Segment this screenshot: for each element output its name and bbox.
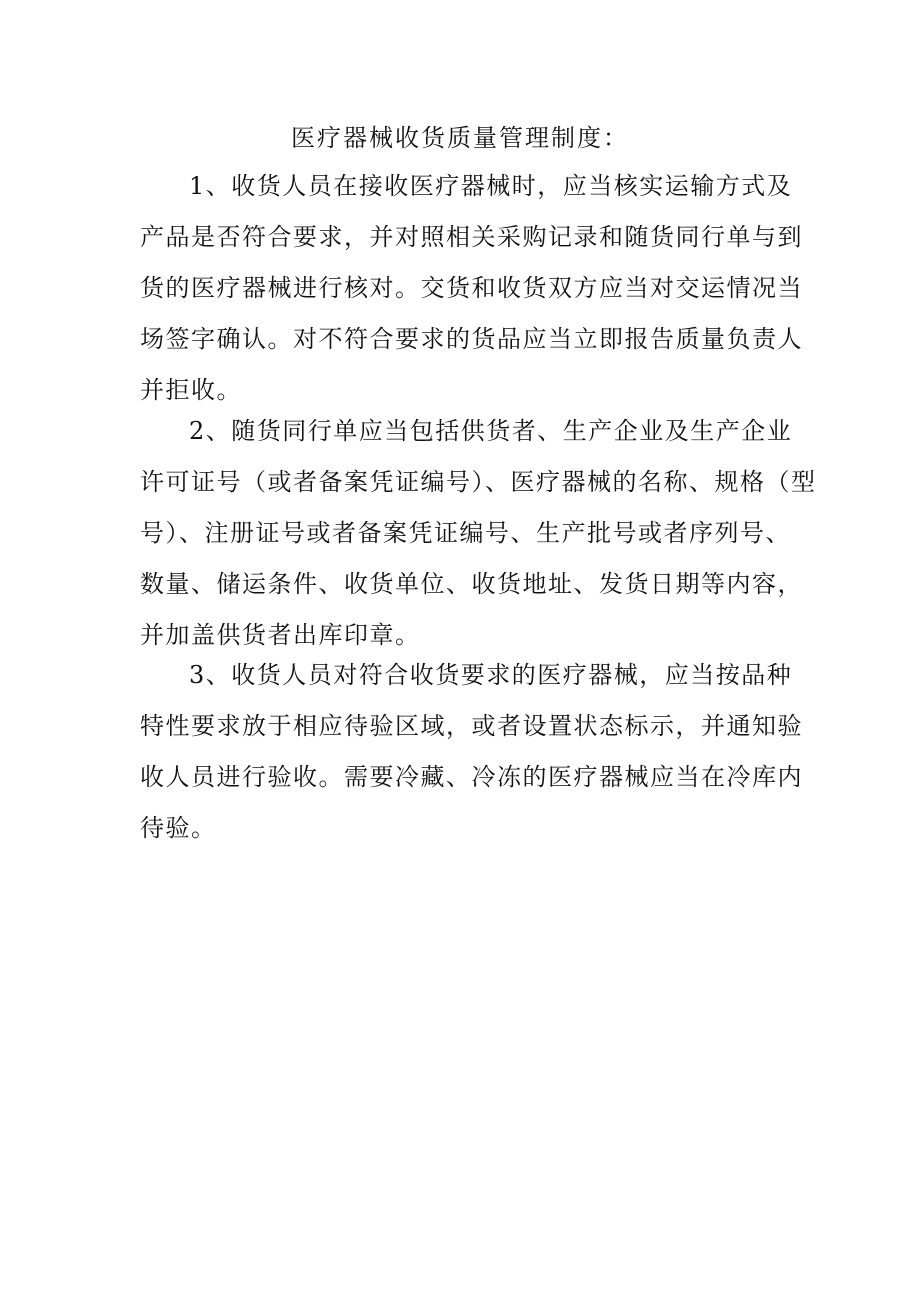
paragraph-line: 1、收货人员在接收医疗器械时，应当核实运输方式及 (189, 172, 793, 200)
paragraph-1 (140, 161, 803, 416)
paragraph-line: 3、收货人员对符合收货要求的医疗器械，应当按品种 (189, 661, 793, 689)
paragraph-line: 并拒收。 (140, 376, 242, 404)
paragraph-line: 许可证号（或者备案凭证编号）、医疗器械的名称、规格（型 (140, 468, 817, 496)
paragraph-3 (140, 650, 803, 854)
paragraph-line: 场签字确认。对不符合要求的货品应当立即报告质量负责人 (140, 325, 803, 353)
document-title: 医疗器械收货质量管理制度： (291, 124, 629, 152)
paragraph-line: 产品是否符合要求，并对照相关采购记录和随货同行单与到 (140, 223, 803, 251)
paragraph-line: 待验。 (140, 814, 217, 842)
paragraph-line: 数量、储运条件、收货单位、收货地址、发货日期等内容， (140, 570, 803, 598)
paragraph-line: 号）、注册证号或者备案凭证编号、生产批号或者序列号、 (140, 519, 791, 547)
paragraph-line: 货的医疗器械进行核对。交货和收货双方应当对交运情况当 (140, 274, 803, 302)
paragraph-line: 并加盖供货者出库印章。 (140, 621, 421, 649)
paragraph-line: 收人员进行验收。需要冷藏、冷冻的医疗器械应当在冷库内 (140, 763, 803, 791)
paragraph-2 (140, 406, 817, 661)
paragraph-line: 特性要求放于相应待验区域，或者设置状态标示，并通知验 (140, 712, 803, 740)
paragraph-line: 2、随货同行单应当包括供货者、生产企业及生产企业 (189, 417, 793, 445)
